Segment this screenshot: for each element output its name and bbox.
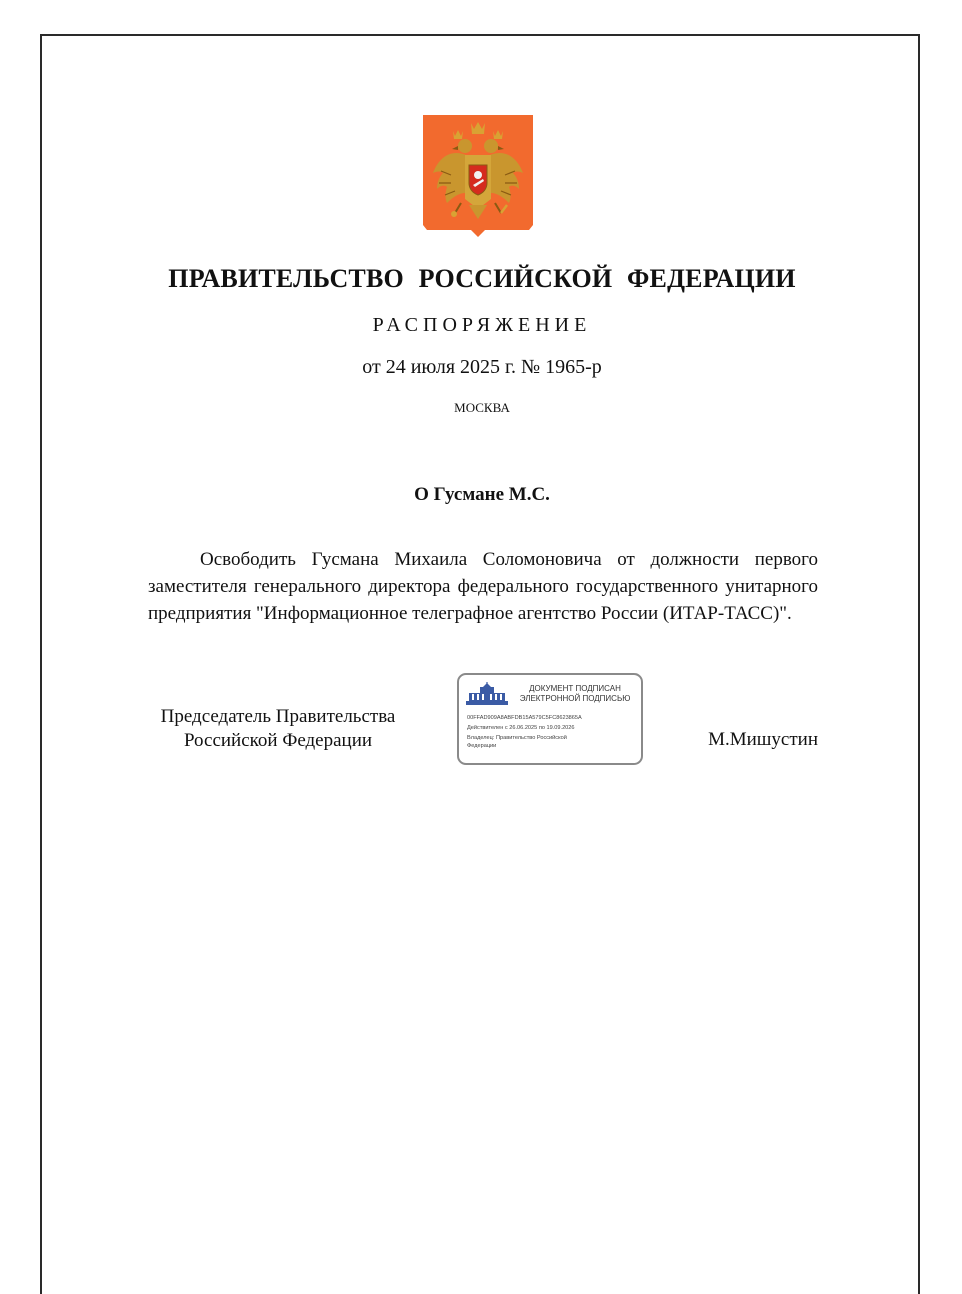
stamp-certificate: 00FFAD909A8ABFDB15A579C5FC8623865A bbox=[467, 715, 582, 721]
stamp-validity: Действителен с 26.06.2025 по 19.09.2026 bbox=[467, 725, 575, 731]
electronic-signature-stamp bbox=[457, 673, 643, 765]
document-date-number: от 24 июля 2025 г. № 1965-р bbox=[362, 356, 602, 378]
signer-name: М.Мишустин bbox=[708, 729, 818, 750]
stamp-heading-line-1: ДОКУМЕНТ ПОДПИСАН bbox=[529, 684, 621, 693]
organization-title: ПРАВИТЕЛЬСТВО РОССИЙСКОЙ ФЕДЕРАЦИИ bbox=[168, 264, 796, 293]
document-subject: О Гусмане М.С. bbox=[414, 484, 550, 505]
document-body: Освободить Гусмана Михаила Соломоновича от должности первого заместителя генерального директора федерального государственного унитарного предприятия "Информационное телеграфное агентство России (ИТАР-ТАСС)". bbox=[148, 549, 818, 624]
city: МОСКВА bbox=[454, 400, 510, 415]
stamp-owner-line-1: Владелец: Правительство Российской bbox=[467, 735, 567, 741]
signer-title-line-2: Российской Федерации bbox=[183, 730, 373, 751]
stamp-owner-line-2: Федерации bbox=[467, 743, 497, 749]
document-type: РАСПОРЯЖЕНИЕ bbox=[372, 314, 592, 336]
coat-of-arms-emblem bbox=[421, 113, 535, 239]
stamp-heading-line-2: ЭЛЕКТРОННОЙ ПОДПИСЬЮ bbox=[519, 694, 631, 703]
government-building-icon bbox=[466, 682, 508, 706]
signer-title-line-1: Председатель Правительства bbox=[160, 706, 396, 727]
document-page bbox=[40, 34, 920, 1294]
stamp-heading bbox=[511, 684, 639, 704]
signer-title bbox=[138, 705, 418, 753]
